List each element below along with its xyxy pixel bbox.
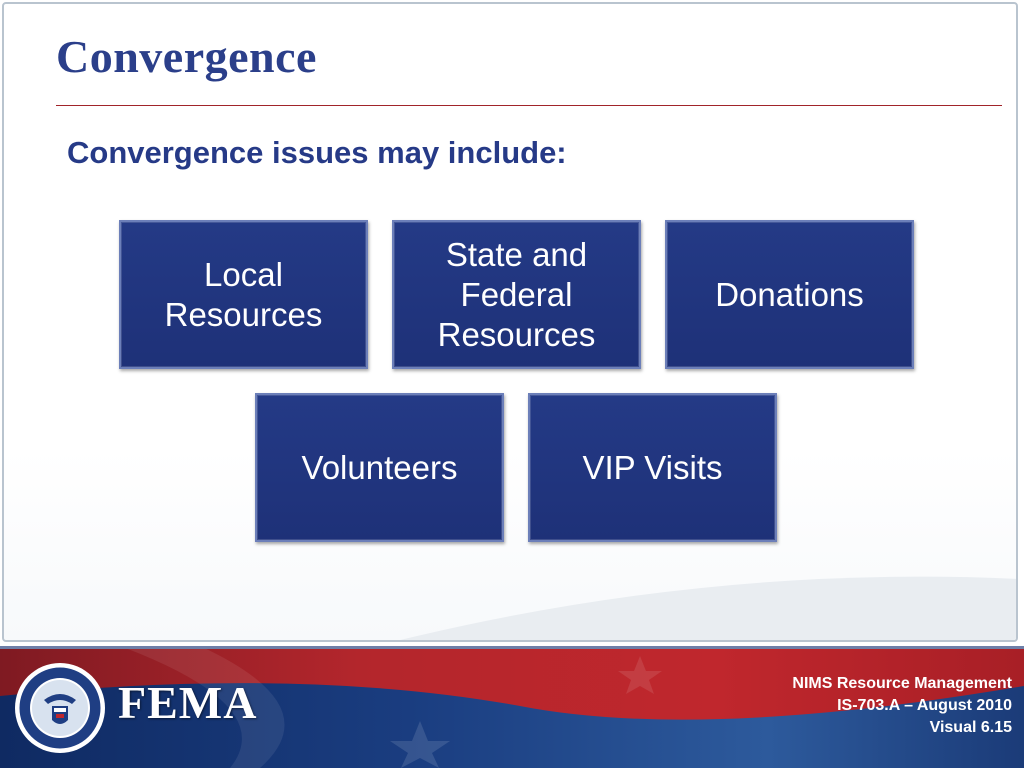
slide-subtitle: Convergence issues may include:: [67, 135, 567, 170]
fema-logo-text: FEMA: [118, 677, 258, 728]
box-donations: Donations: [665, 220, 914, 369]
box-local-resources: Local Resources: [119, 220, 368, 369]
footer-course-title: NIMS Resource Management: [792, 675, 1012, 692]
footer-visual-number: Visual 6.15: [929, 719, 1012, 736]
box-volunteers: Volunteers: [255, 393, 504, 542]
box-vip-visits: VIP Visits: [528, 393, 777, 542]
title-divider: [56, 105, 1002, 106]
footer-course-info: [792, 673, 1012, 739]
footer-edition: IS-703.A – August 2010: [837, 697, 1012, 714]
dhs-seal-icon: [14, 662, 106, 754]
slide-title: Convergence: [56, 31, 317, 82]
box-state-federal-resources: State and Federal Resources: [392, 220, 641, 369]
footer-banner: [0, 646, 1024, 768]
